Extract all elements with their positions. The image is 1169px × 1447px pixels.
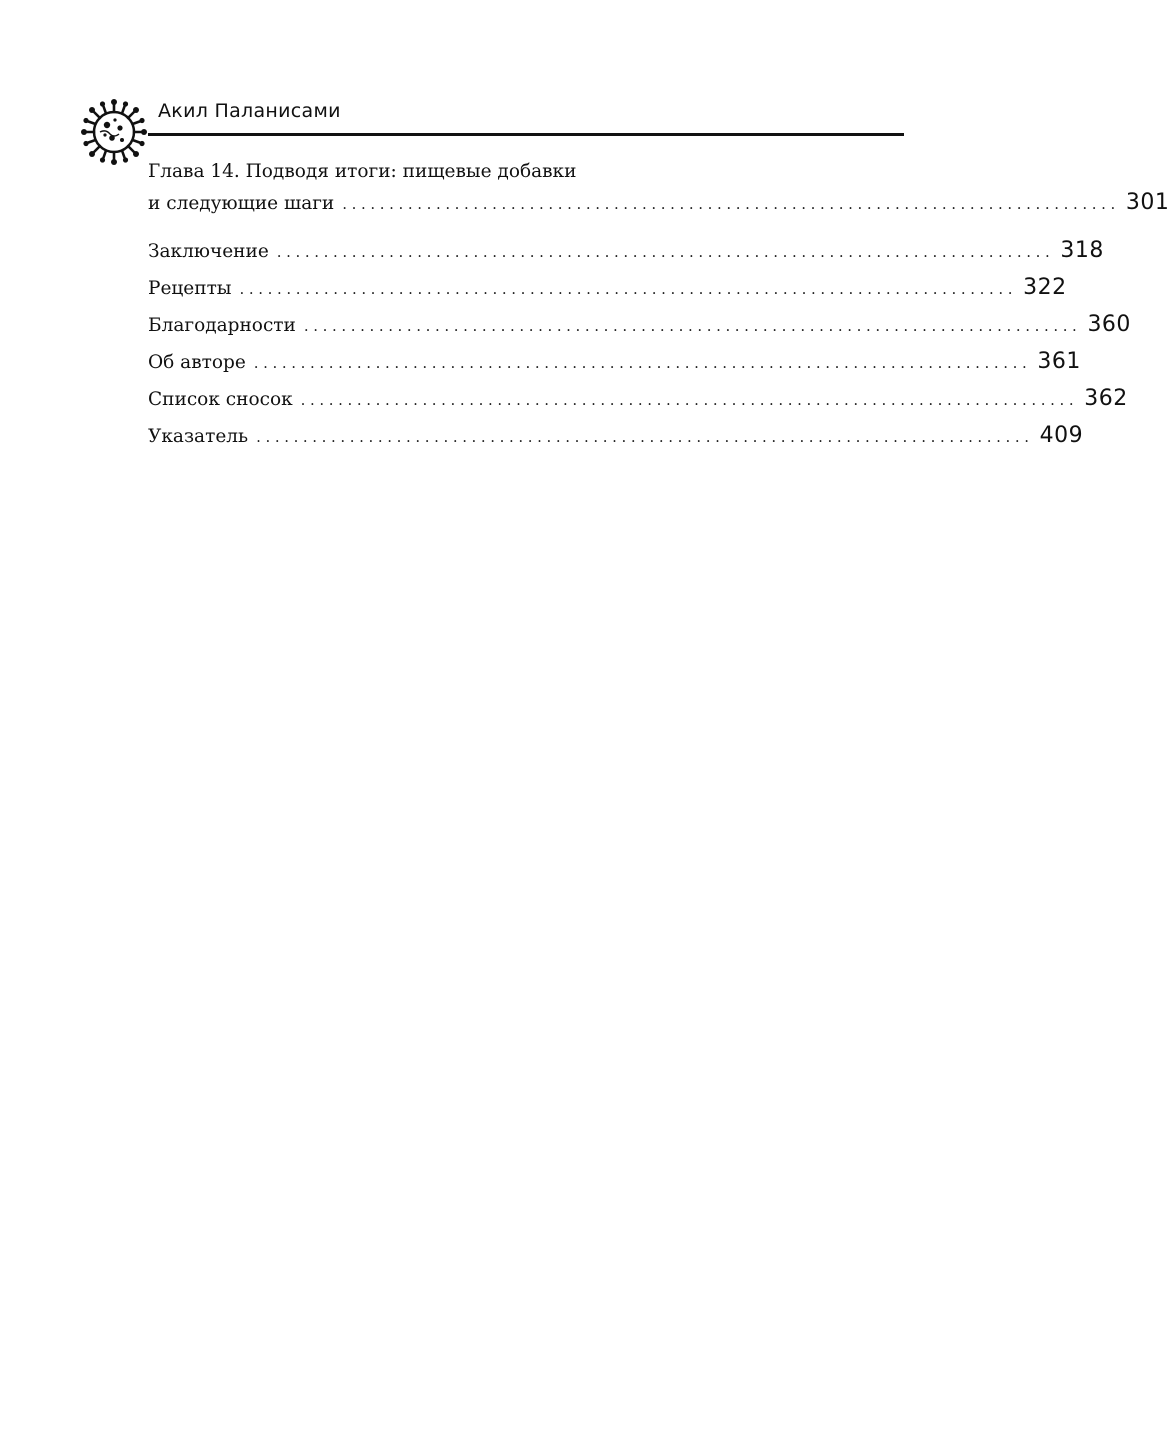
toc-entry-acknowledgements[interactable] xyxy=(148,306,1131,343)
toc-entry-about-author[interactable] xyxy=(148,343,1081,380)
toc-entry-page: 301 xyxy=(1125,190,1169,215)
toc-entry-page: 318 xyxy=(1060,238,1104,263)
toc-entry-page: 360 xyxy=(1087,312,1131,337)
toc-entry-index[interactable] xyxy=(148,417,1084,454)
toc-entry-title: Заключение xyxy=(148,241,269,262)
toc-entry-page: 361 xyxy=(1037,349,1081,374)
toc-entry-title: Об авторе xyxy=(148,352,246,373)
toc-entry-page: 362 xyxy=(1084,386,1128,411)
toc-leader-dots: ................................................................................... xyxy=(276,243,1055,261)
header-rule xyxy=(148,133,904,136)
toc-entry-conclusion[interactable] xyxy=(148,232,1104,269)
toc-leader-dots: ................................................................................... xyxy=(239,280,1018,298)
toc-entry-page: 409 xyxy=(1039,423,1084,448)
toc-entry-chapter-14[interactable] xyxy=(148,158,1169,220)
toc-entry-title: Список сносок xyxy=(148,389,293,410)
table-of-contents xyxy=(148,158,1169,454)
toc-entry-title: Рецепты xyxy=(148,278,232,299)
toc-entry-title: Благодарности xyxy=(148,315,296,336)
toc-leader-dots: ................................................................................... xyxy=(253,354,1032,372)
toc-entry-references[interactable] xyxy=(148,380,1128,417)
toc-leader-dots: ................................................................................... xyxy=(342,195,1120,213)
toc-entry-title-line1: Глава 14. Подводя итоги: пищевые добавки xyxy=(148,161,577,182)
toc-leader-dots: ................................................................................... xyxy=(303,317,1082,335)
running-header xyxy=(78,96,904,166)
toc-entry-page: 322 xyxy=(1023,275,1067,300)
author-name: Акил Паланисами xyxy=(158,100,341,122)
toc-entry-title: Указатель xyxy=(148,426,249,447)
toc-leader-dots: ................................................................................... xyxy=(256,428,1034,446)
toc-entry-recipes[interactable] xyxy=(148,269,1067,306)
virus-icon xyxy=(78,96,148,166)
toc-entry-title-line2: и следующие шаги xyxy=(148,193,335,214)
toc-leader-dots: ................................................................................... xyxy=(300,391,1079,409)
